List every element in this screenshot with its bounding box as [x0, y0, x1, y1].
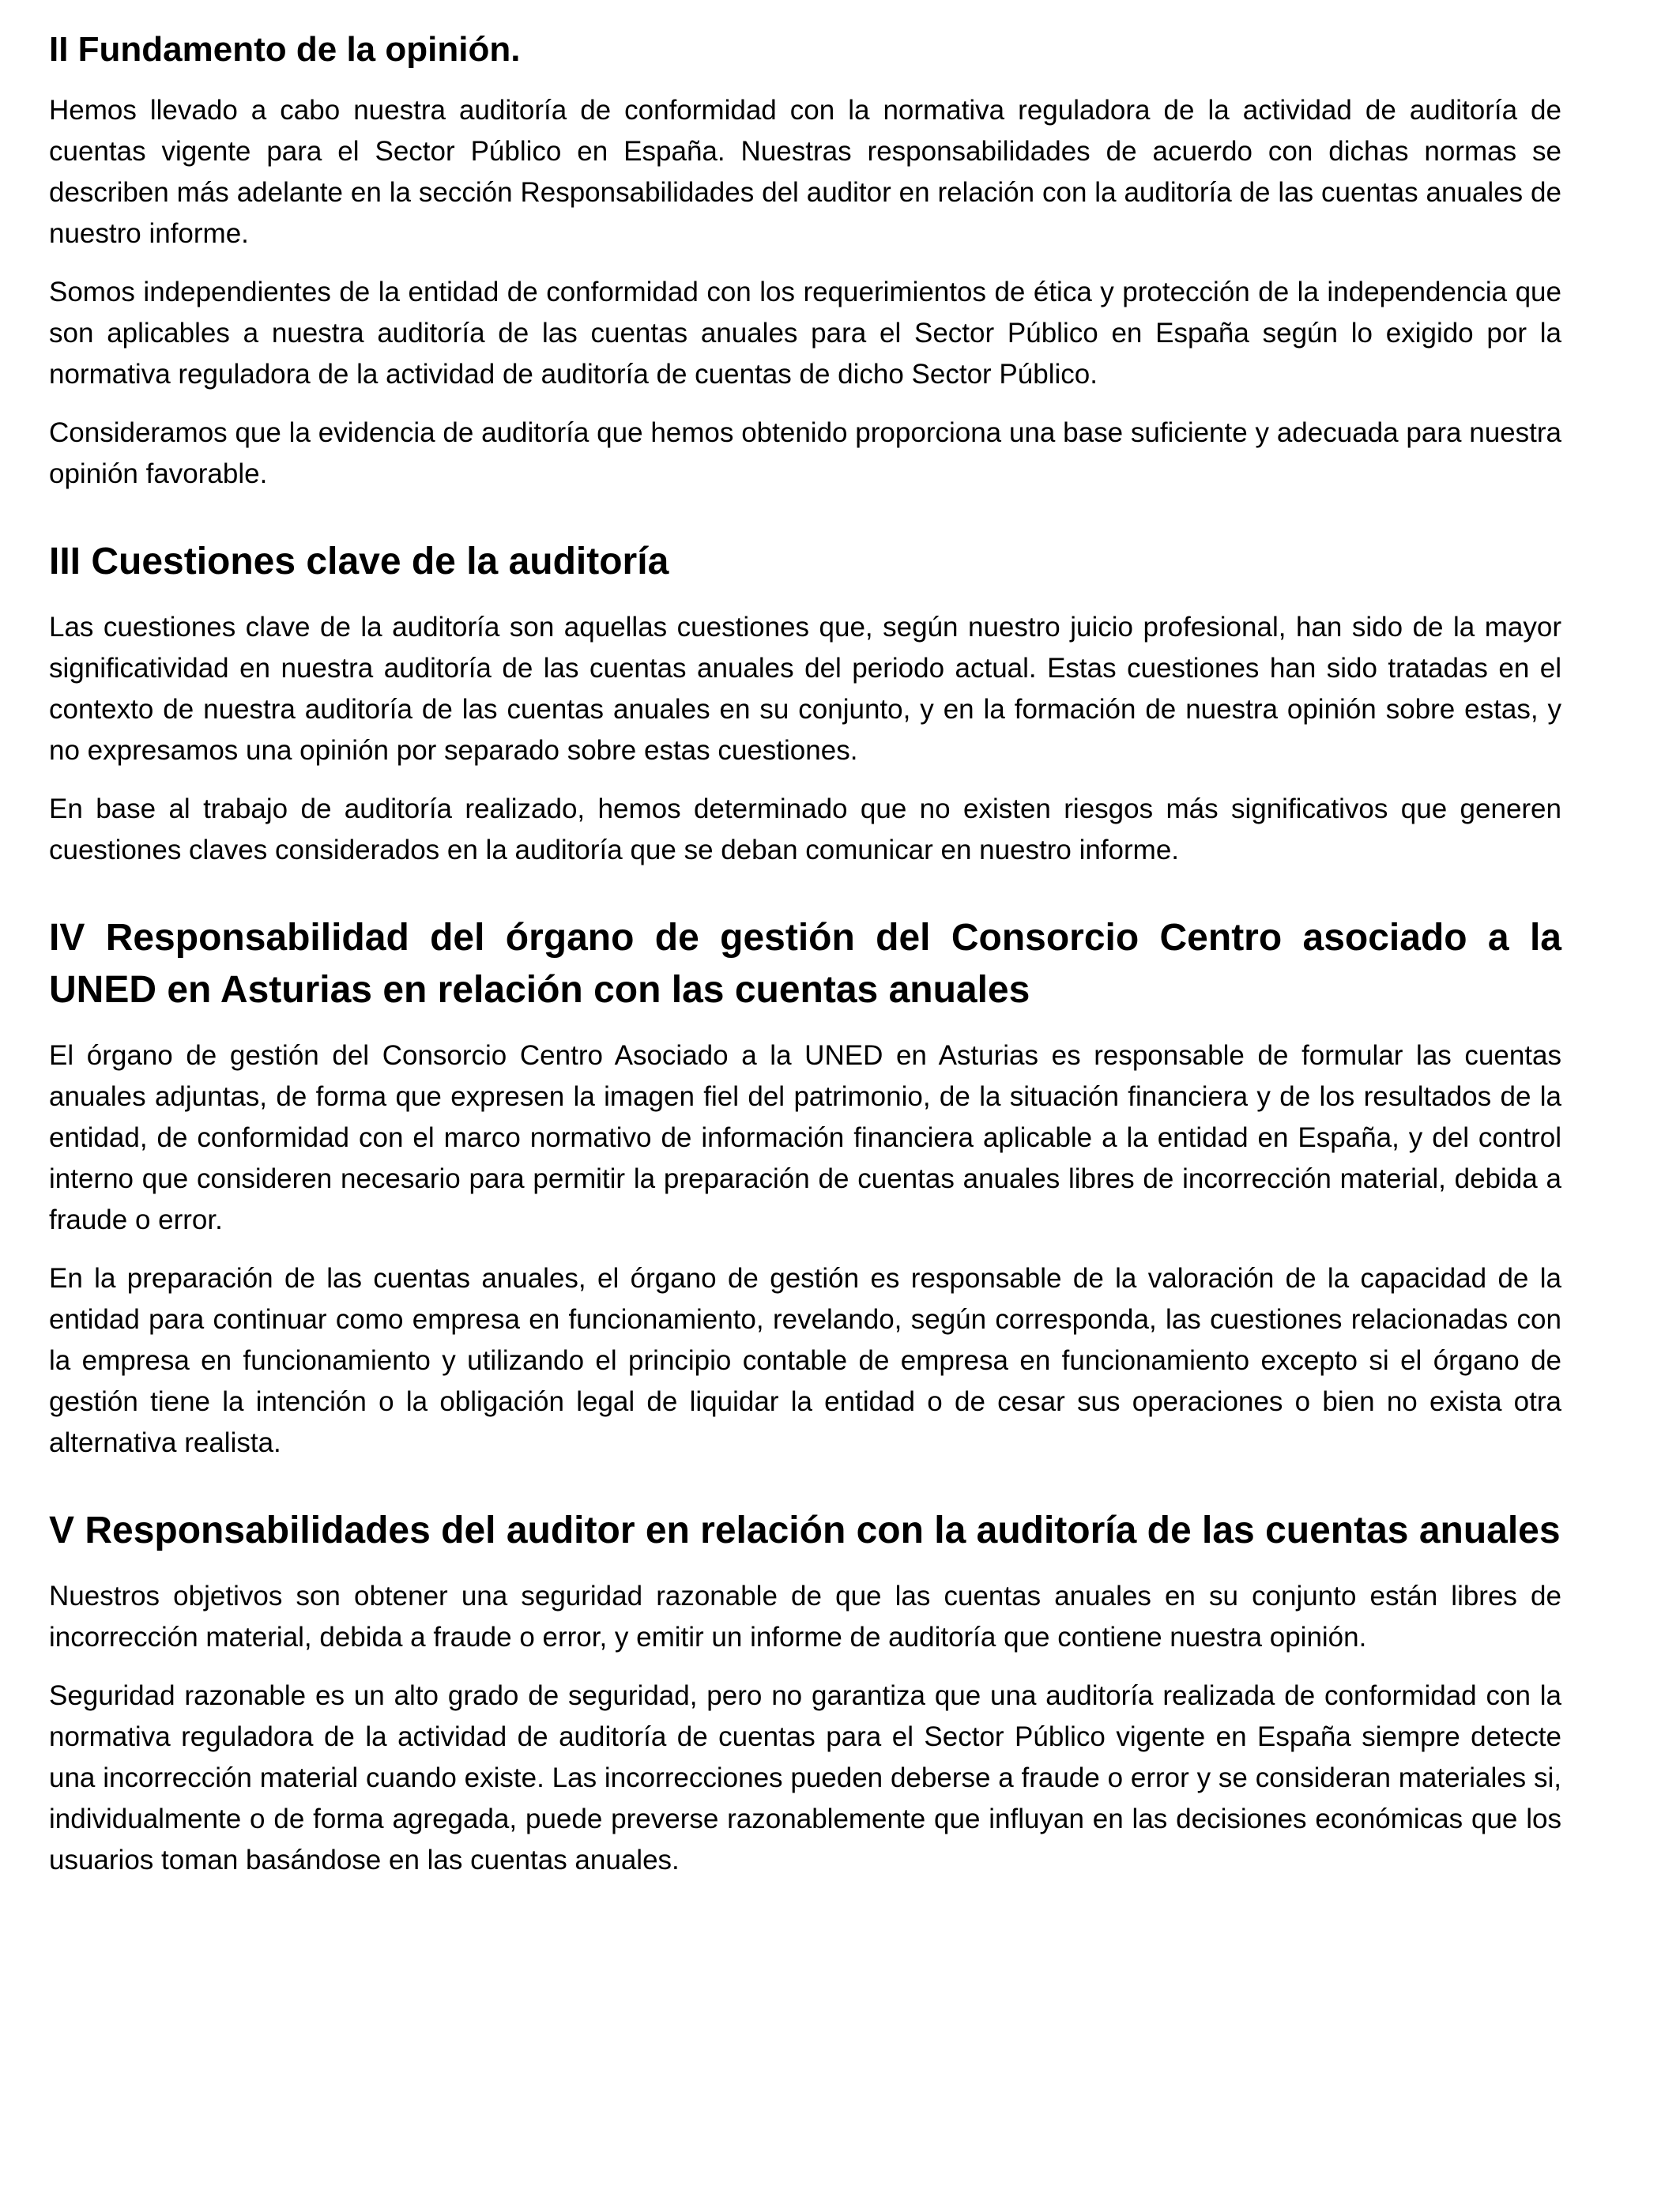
paragraph: Hemos llevado a cabo nuestra auditoría de conformidad con la normativa reguladora de la actividad de auditoría de cuentas vigente para el Sector Público en España. Nuestras responsabilidades de acuerdo con dichas normas se describen más adelante en la sección Responsabilidades del auditor en relación con la auditoría de las cuentas anuales de nuestro informe. — [49, 95, 1561, 249]
paragraph: En base al trabajo de auditoría realizado, hemos determinado que no existen riesgos más significativos que generen cuestiones claves considerados en la auditoría que se deban comunicar en nuestro informe. — [49, 794, 1561, 865]
paragraph: Seguridad razonable es un alto grado de seguridad, pero no garantiza que una auditoría realizada de conformidad con la normativa reguladora de la actividad de auditoría de cuentas para el Sector Público vigente en España siempre detecte una incorrección material cuando existe. Las incorrecciones pueden deberse a fraude o error y se consideran materiales si, individualmente o de forma agregada, puede preverse razonablemente que influyan en las decisiones económicas que los usuarios toman basándose en las cuentas anuales. — [49, 1680, 1561, 1875]
section-responsabilidad-organo-gestion — [49, 912, 1561, 1464]
paragraph: Nuestros objetivos son obtener una seguridad razonable de que las cuentas anuales en su conjunto están libres de incorrección material, debida a fraude o error, y emitir un informe de auditoría que contiene nuestra opinión. — [49, 1581, 1561, 1653]
document-page — [49, 25, 1561, 1922]
paragraph: En la preparación de las cuentas anuales, el órgano de gestión es responsable de la valoración de la capacidad de la entidad para continuar como empresa en funcionamiento, revelando, según corresponda, las cuestiones relacionadas con la empresa en funcionamiento y utilizando el principio contable de empresa en funcionamiento excepto si el órgano de gestión tiene la intención o la obligación legal de liquidar la entidad o de cesar sus operaciones o bien no exista otra alternativa realista. — [49, 1263, 1561, 1458]
section-heading: II Fundamento de la opinión. — [49, 30, 521, 69]
paragraph: El órgano de gestión del Consorcio Centro Asociado a la UNED en Asturias es responsable de formular las cuentas anuales adjuntas, de forma que expresen la imagen fiel del patrimonio, de la situación financiera y de los resultados de la entidad, de conformidad con el marco normativo de información financiera aplicable a la entidad en España, y del control interno que consideren necesario para permitir la preparación de cuentas anuales libres de incorrección material, debida a fraude o error. — [49, 1040, 1561, 1235]
section-heading: III Cuestiones clave de la auditoría — [49, 541, 669, 582]
section-heading: IV Responsabilidad del órgano de gestión del Consorcio Centro asociado a la UNED en Asturias en relación con las cuentas anuales — [49, 917, 1561, 1011]
paragraph: Consideramos que la evidencia de auditoría que hemos obtenido proporciona una base suficiente y adecuada para nuestra opinión favorable. — [49, 417, 1561, 489]
section-fundamento-opinion — [49, 25, 1561, 495]
paragraph: Las cuestiones clave de la auditoría son aquellas cuestiones que, según nuestro juicio profesional, han sido de la mayor significatividad en nuestra auditoría de las cuentas anuales del periodo actual. Estas cuestiones han sido tratadas en el contexto de nuestra auditoría de las cuentas anuales en su conjunto, y en la formación de nuestra opinión sobre estas, y no expresamos una opinión por separado sobre estas cuestiones. — [49, 612, 1561, 766]
section-cuestiones-clave — [49, 536, 1561, 871]
section-responsabilidades-auditor — [49, 1505, 1561, 1881]
paragraph: Somos independientes de la entidad de conformidad con los requerimientos de ética y protección de la independencia que son aplicables a nuestra auditoría de las cuentas anuales para el Sector Público en España según lo exigido por la normativa reguladora de la actividad de auditoría de cuentas de dicho Sector Público. — [49, 277, 1561, 390]
section-heading: V Responsabilidades del auditor en relación con la auditoría de las cuentas anuales — [49, 1510, 1561, 1551]
